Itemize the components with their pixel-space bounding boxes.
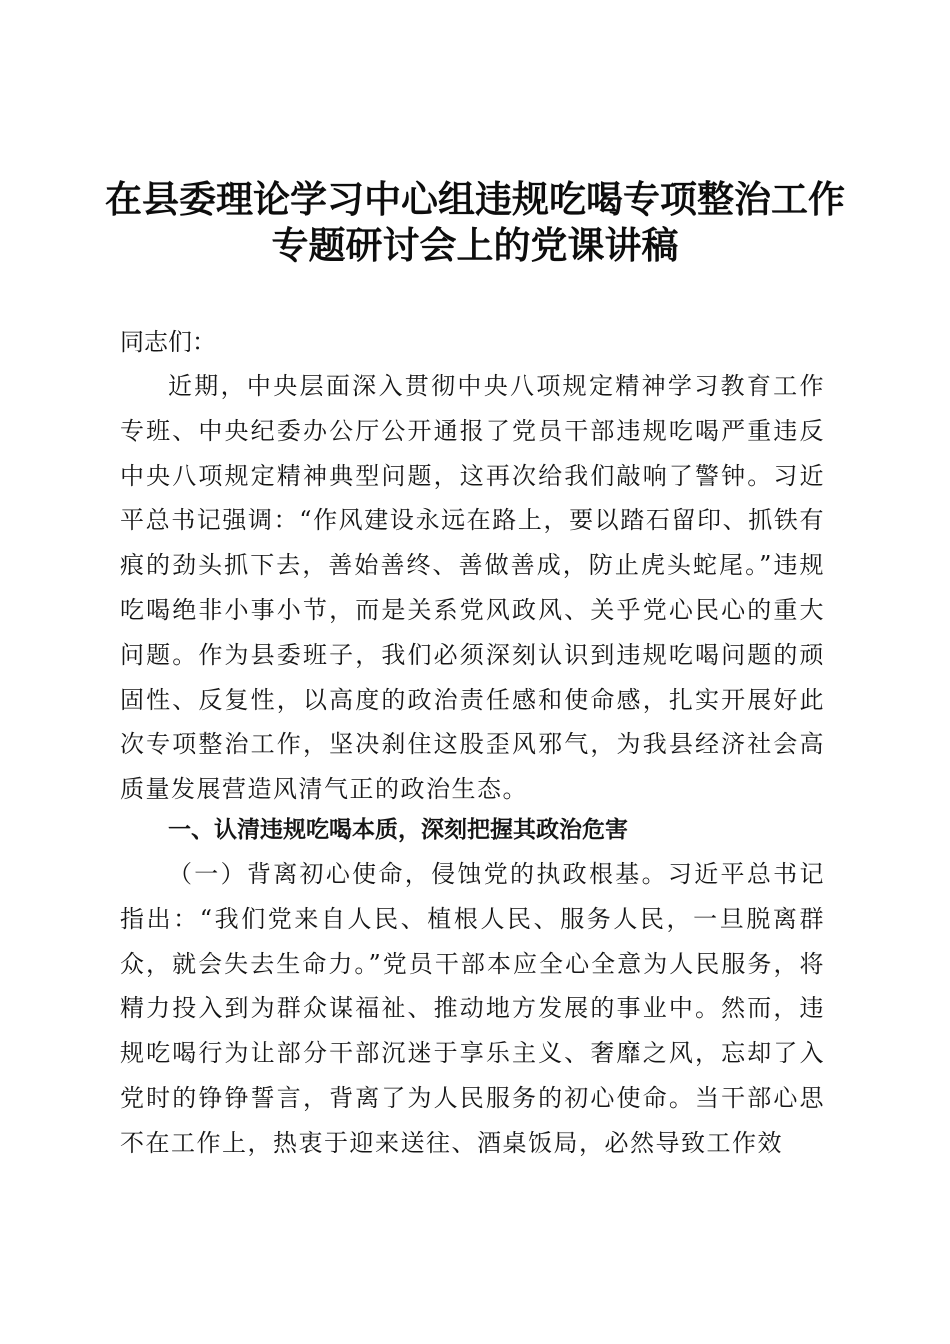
greeting: 同志们： xyxy=(120,328,216,356)
paragraph-intro: 近期，中央层面深入贯彻中央八项规定精神学习教育工作专班、中央纪委办公厅公开通报了党员干部违规吃喝严重违反中央八项规定精神典型问题，这再次给我们敲响了警钟。习近平总书记强调：“作风建设永远在路上，要以踏石留印、抓铁有痕的劲头抓下去，善始善终、善做善成，防止虎头蛇尾。”违规吃喝绝非小事小节，而是关系党风政风、关乎党心民心的重大问题。作为县委班子，我们必须深刻认识到违规吃喝问题的顽固性、反复性，以高度的政治责任感和使命感，扎实开展好此次专项整治工作，坚决刹住这股歪风邪气，为我县经济社会高质量发展营造风清气正的政治生态。 xyxy=(120,372,825,804)
document-title-line-2: 专题研讨会上的党课讲稿 xyxy=(271,223,679,267)
document-title-line-1: 在县委理论学习中心组违规吃喝专项整治工作 xyxy=(105,177,845,221)
section-heading-1: 一、认清违规吃喝本质，深刻把握其政治危害 xyxy=(168,817,628,843)
paragraph-section-1-1: （一）背离初心使命，侵蚀党的执政根基。习近平总书记指出：“我们党来自人民、植根人民、服务人民，一旦脱离群众，就会失去生命力。”党员干部本应全心全意为人民服务，将精力投入到为群众谋福祉、推动地方发展的事业中。然而，违规吃喝行为让部分干部沉迷于享乐主义、奢靡之风，忘却了入党时的铮铮誓言，背离了为人民服务的初心使命。当干部心思不在工作上，热衷于迎来送往、酒桌饭局，必然导致工作效 xyxy=(120,860,825,1157)
